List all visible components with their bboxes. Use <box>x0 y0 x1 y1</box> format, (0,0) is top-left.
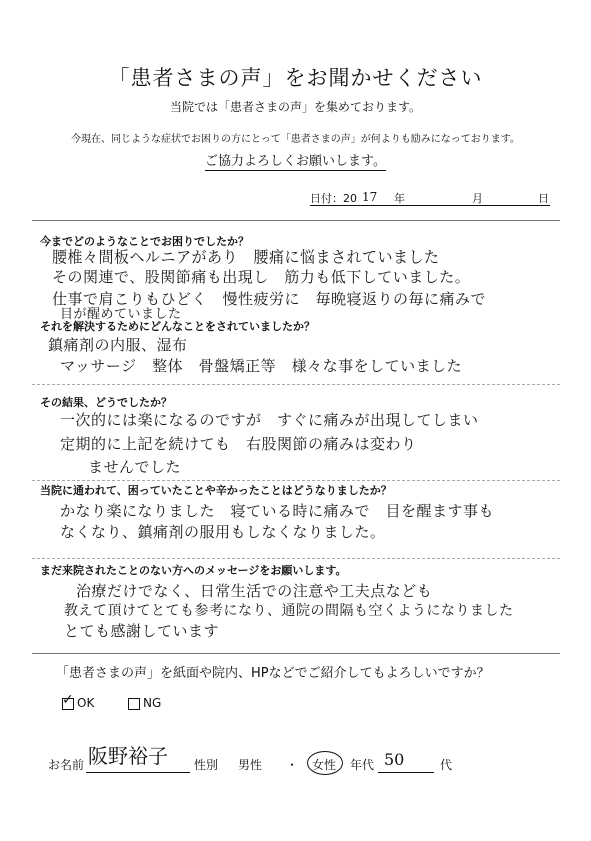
name-underline <box>86 772 190 773</box>
name-label: お名前 <box>48 758 85 772</box>
female-selected-circle <box>307 751 343 775</box>
answer-4-line-2: なくなり、鎮痛剤の服用もしなくなりました。 <box>60 523 386 541</box>
age-label: 年代 <box>350 758 375 772</box>
request-label: ご協力よろしくお願いします。 <box>205 154 386 169</box>
gender-female-option[interactable]: 女性 <box>312 758 337 772</box>
gender-male-option[interactable]: 男性 <box>238 758 263 772</box>
age-suffix: 代 <box>440 758 453 772</box>
ok-checkbox[interactable] <box>62 691 74 710</box>
ok-label: OK <box>77 696 95 710</box>
date-label: 日付：20 <box>310 192 357 205</box>
answer-3-line-1: 一次的には楽になるのですが すぐに痛みが出現してしまい <box>60 411 479 429</box>
answer-2-line-2: マッサージ 整体 骨盤矯正等 様々な事をしていました <box>60 357 463 375</box>
name-value[interactable]: 阪野裕子 <box>88 744 168 768</box>
intro-text: 当院では「患者さまの声」を集めております。 <box>169 100 422 114</box>
question-2-label: それを解決するためにどんなことをされていましたか？ <box>40 320 315 333</box>
question-1-label: 今までどのようなことでお困りでしたか？ <box>40 235 249 248</box>
answer-1-line-3: 仕事で肩こりもひどく 慢性疲労に 毎晩寝返りの毎に痛みで <box>52 290 487 308</box>
consent-question: 「患者さまの声」を紙面や院内、HPなどでご紹介してもよろしいですか？ <box>56 666 490 681</box>
question-5-label: まだ来院されたことのない方へのメッセージをお願いします。 <box>40 564 347 577</box>
age-value[interactable]: 50 <box>384 750 405 769</box>
answer-3-line-2: 定期的に上記を続けても 右股関節の痛みは変わり <box>60 435 417 453</box>
answer-1-line-2: その関連で、股関節痛も出現し 筋力も低下していました。 <box>52 268 471 286</box>
date-year-label: 年 <box>394 192 405 205</box>
answer-4-line-1: かなり楽になりました 寝ている時に痛みで 目を醒ます事も <box>60 502 495 520</box>
question-3-label: その結果、どうでしたか？ <box>40 396 172 409</box>
answer-1-line-1: 腰椎々間板ヘルニアがあり 腰痛に悩まされていました <box>52 247 440 267</box>
answer-1-line-4: 目が醒めていました <box>60 307 182 322</box>
date-year-value: 17 <box>362 190 378 204</box>
date-field[interactable] <box>310 190 550 206</box>
section-divider <box>32 480 560 481</box>
age-underline <box>378 772 434 773</box>
answer-3-line-3: ませんでした <box>88 458 182 476</box>
page-title: 「患者さまの声」をお聞かせください <box>108 66 483 90</box>
date-month-label: 月 <box>472 192 483 205</box>
question-4-label: 当院に通われて、困っていたことや辛かったことはどうなりましたか？ <box>40 484 392 497</box>
consent-ng-option[interactable] <box>128 696 161 710</box>
check-mark-icon: ✓ <box>62 691 74 708</box>
ng-label: NG <box>143 696 162 710</box>
gender-label: 性別 <box>194 758 219 772</box>
consent-ok-option[interactable] <box>62 691 95 710</box>
section-divider <box>32 558 560 559</box>
date-day-label: 日 <box>538 192 549 205</box>
answer-2-line-1: 鎮痛剤の内服、湿布 <box>48 336 188 354</box>
gender-separator: ・ <box>286 758 299 772</box>
section-divider <box>32 384 560 385</box>
answer-5-line-2: 教えて頂けてとても参考になり、通院の間隔も空くようになりました <box>64 603 514 619</box>
answer-5-line-1: 治療だけでなく、日常生活での注意や工夫点なども <box>76 582 433 600</box>
request-text <box>0 150 591 169</box>
answer-5-line-3: とても感謝しています <box>64 622 220 640</box>
ng-checkbox[interactable] <box>128 698 140 710</box>
purpose-text: 今現在、同じような症状でお困りの方にとって「患者さまの声」が何よりも励みになっております。 <box>71 134 520 145</box>
